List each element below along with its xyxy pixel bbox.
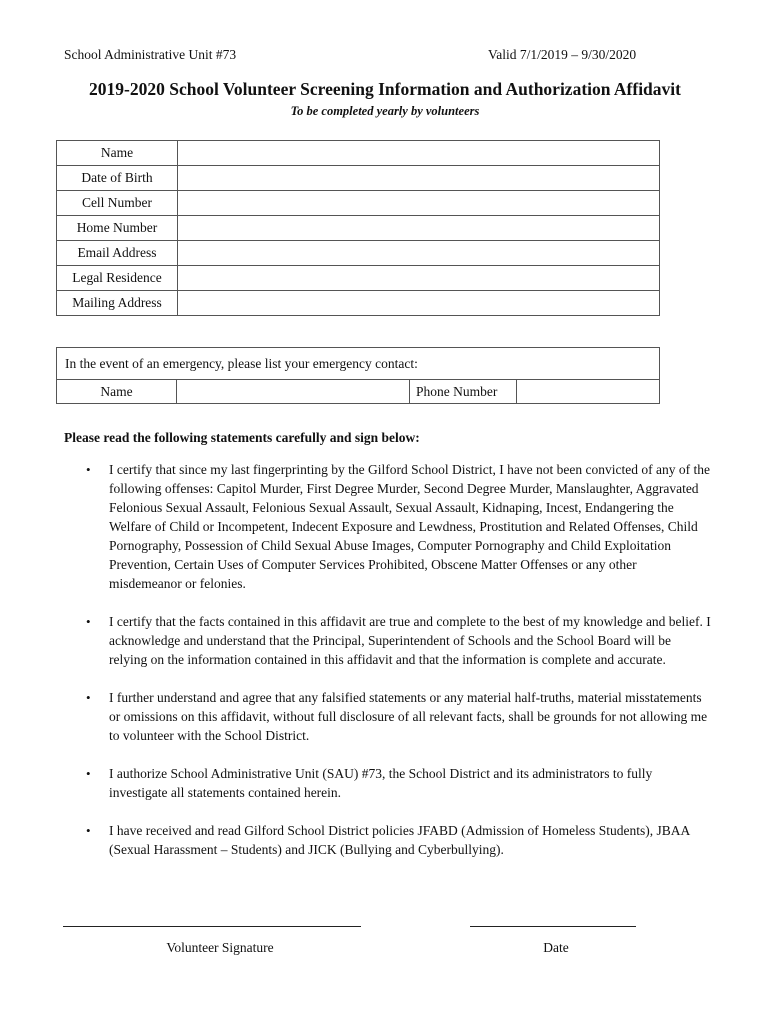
unit-header: School Administrative Unit #73: [64, 47, 237, 62]
bullet-icon: •: [86, 462, 91, 477]
cell-number-field[interactable]: [178, 191, 660, 216]
emergency-phone-field[interactable]: [517, 380, 660, 404]
table-row: [57, 141, 660, 166]
table-row: [57, 291, 660, 316]
email-address-label: Email Address: [57, 241, 178, 266]
volunteer-signature-label: Volunteer Signature: [166, 940, 274, 955]
name-label: Name: [57, 141, 178, 166]
list-item: [64, 612, 712, 669]
mailing-address-label: Mailing Address: [57, 291, 178, 316]
date-signature-line[interactable]: [470, 926, 636, 927]
date-label: Date: [543, 940, 569, 955]
cell-number-label: Cell Number: [57, 191, 178, 216]
list-item: [64, 821, 712, 859]
legal-residence-label: Legal Residence: [57, 266, 178, 291]
emergency-contact-table: [56, 347, 660, 404]
list-item: [64, 764, 712, 802]
validity-header: Valid 7/1/2019 – 9/30/2020: [488, 47, 637, 62]
list-item: [64, 460, 712, 593]
bullet-icon: •: [86, 690, 91, 705]
name-field[interactable]: [178, 141, 660, 166]
page-title: 2019-2020 School Volunteer Screening Information and Authorization Affidavit: [89, 79, 681, 99]
table-row: [57, 241, 660, 266]
page-subtitle: To be completed yearly by volunteers: [290, 104, 480, 118]
certification-statements: [64, 460, 712, 878]
statement-text: I authorize School Administrative Unit (SAU) #73, the School District and its administrators to fully investigate all statements contained herein.: [109, 766, 653, 800]
emergency-phone-label: Phone Number: [410, 380, 517, 404]
bullet-icon: •: [86, 766, 91, 781]
emergency-contact-prompt: In the event of an emergency, please list your emergency contact:: [57, 348, 660, 380]
home-number-field[interactable]: [178, 216, 660, 241]
table-row: [57, 380, 660, 404]
bullet-icon: •: [86, 823, 91, 838]
volunteer-info-table: [56, 140, 660, 316]
table-row: [57, 216, 660, 241]
date-of-birth-label: Date of Birth: [57, 166, 178, 191]
volunteer-signature-line[interactable]: [63, 926, 361, 927]
statement-text: I certify that the facts contained in this affidavit are true and complete to the best of my knowledge and belief. I acknowledge and understand that the Principal, Superintendent of Schools and the School Board will be relying on the information contained in this affidavit and that the information is complete and accurate.: [109, 614, 711, 667]
email-address-field[interactable]: [178, 241, 660, 266]
table-row: [57, 191, 660, 216]
list-item: [64, 688, 712, 745]
bullet-icon: •: [86, 614, 91, 629]
mailing-address-field[interactable]: [178, 291, 660, 316]
statement-text: I have received and read Gilford School District policies JFABD (Admission of Homeless Students), JBAA (Sexual Harassment – Students) and JICK (Bullying and Cyberbullying).: [109, 823, 690, 857]
table-row: [57, 166, 660, 191]
home-number-label: Home Number: [57, 216, 178, 241]
emergency-name-label: Name: [57, 380, 177, 404]
emergency-name-field[interactable]: [177, 380, 410, 404]
instructions-heading: Please read the following statements carefully and sign below:: [64, 430, 420, 445]
statement-text: I certify that since my last fingerprinting by the Gilford School District, I have not been convicted of any of the following offenses: Capitol Murder, First Degree Murder, Second Degree Murder, Manslaughter, Aggravated Felonious Sexual Assault, Felonious Sexual Assault, Sexual Assault, Kidnaping, Incest, Endangering the Welfare of Child or Incompetent, Indecent Exposure and Lewdness, Prostitution and Related Offenses, Child Pornography, Possession of Child Sexual Abuse Images, Computer Pornography and Child Exploitation Prevention, Certain Uses of Computer Services Prohibited, Obscene Matter Offenses or any other misdemeanor or felonies.: [109, 462, 710, 591]
statement-text: I further understand and agree that any falsified statements or any material half-truths, material misstatements or omissions on this affidavit, without full disclosure of all relevant facts, shall be grounds for not allowing me to volunteer with the School District.: [109, 690, 708, 743]
date-of-birth-field[interactable]: [178, 166, 660, 191]
legal-residence-field[interactable]: [178, 266, 660, 291]
table-row: [57, 266, 660, 291]
table-row: [57, 348, 660, 380]
